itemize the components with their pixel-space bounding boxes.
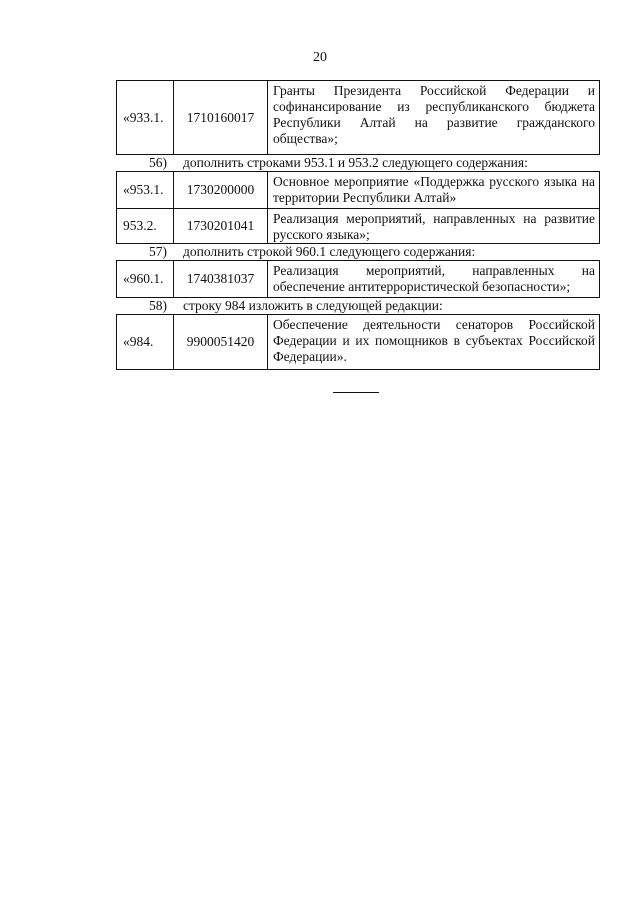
budget-code: 1730201041 — [174, 209, 268, 243]
table-row-984 — [116, 315, 600, 370]
instruction-56 — [116, 155, 600, 172]
instruction-text: дополнить строкой 960.1 следующего содержания: — [183, 244, 476, 259]
instruction-number: 58) — [149, 298, 167, 313]
amendments-table — [116, 80, 600, 370]
row-number: 953.2. — [117, 209, 174, 243]
row-description: Реализация мероприятий, направленных на обеспечение антитеррористической безопасности»; — [273, 263, 595, 294]
row-description: Реализация мероприятий, направленных на развитие русского языка»; — [273, 211, 595, 242]
budget-code: 1740381037 — [174, 261, 268, 297]
row-description: Гранты Президента Российской Федерации и софинансирование из республиканского бюджета Республики Алтай на развитие гражданского общества»; — [273, 83, 595, 146]
instruction-57 — [116, 244, 600, 261]
table-row-933-1 — [116, 80, 600, 155]
budget-code: 1730200000 — [174, 172, 268, 208]
end-of-document-line — [333, 392, 379, 393]
instruction-number: 57) — [149, 244, 167, 259]
row-description: Обеспечение деятельности сенаторов Российской Федерации и их помощников в субъектах Российской Федерации». — [273, 317, 595, 364]
row-number: «984. — [117, 315, 174, 369]
instruction-58 — [116, 298, 600, 315]
instruction-text: строку 984 изложить в следующей редакции: — [183, 298, 443, 313]
instruction-text: дополнить строками 953.1 и 953.2 следующего содержания: — [183, 155, 528, 170]
instruction-number: 56) — [149, 155, 167, 170]
page-number: 20 — [313, 50, 327, 65]
table-row-953-2 — [116, 209, 600, 244]
row-number: «933.1. — [117, 81, 174, 154]
table-row-953-1 — [116, 172, 600, 209]
row-number: «960.1. — [117, 261, 174, 297]
table-row-960-1 — [116, 261, 600, 298]
row-number: «953.1. — [117, 172, 174, 208]
row-description: Основное мероприятие «Поддержка русского языка на территории Республики Алтай» — [273, 174, 595, 205]
budget-code: 1710160017 — [174, 81, 268, 154]
budget-code: 9900051420 — [174, 315, 268, 369]
